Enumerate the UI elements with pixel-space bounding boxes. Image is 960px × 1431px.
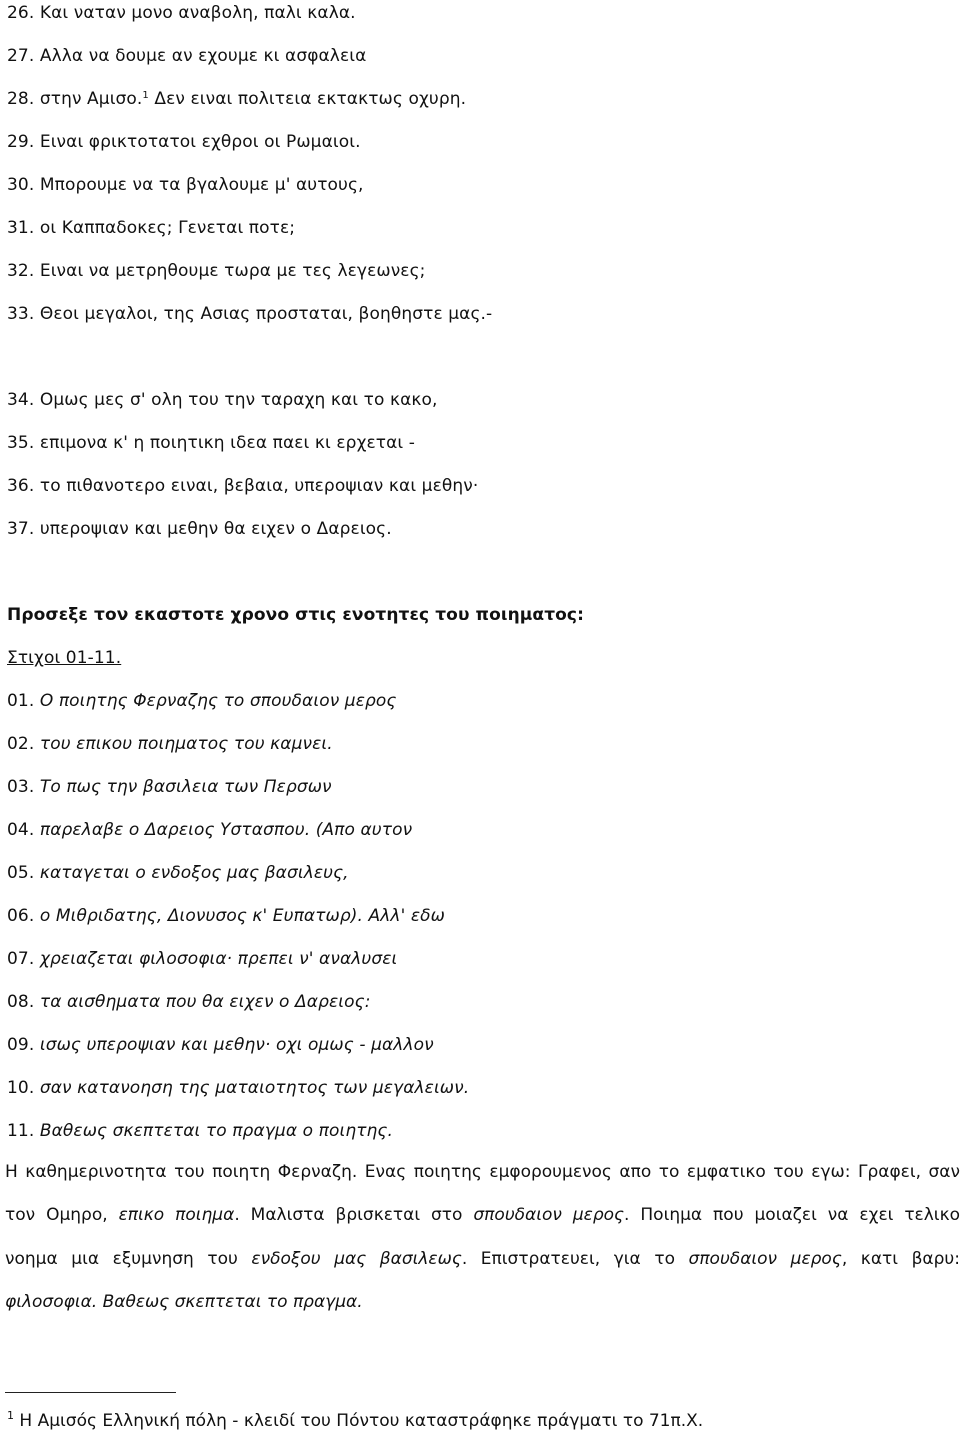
- verse-33: 33. Θεοι μεγαλοι, της Ασιας προσταται, βοηθηστε μας.-: [7, 304, 493, 324]
- verse-35: 35. επιμονα κ' η ποιητικη ιδεα παει κι ερχεται -: [7, 433, 416, 453]
- verse-31: 31. οι Καππαδοκες; Γενεται ποτε;: [7, 218, 296, 238]
- commentary-paragraph: [5, 1151, 960, 1324]
- verse-36: 36. το πιθανοτερο ειναι, βεβαια, υπεροψιαν και μεθην·: [7, 476, 479, 496]
- paragraph-line-1: Η καθημερινοτητα του ποιητη Φερναζη. Ενας ποιητης εμφορουμενος απο το εμφατικο του εγω: Γραφει, σαν: [5, 1162, 960, 1182]
- verse-04: 04. παρελαβε ο Δαρειος Υστασπου. (Απο αυτον: [7, 820, 413, 840]
- verse-08: 08. τα αισθηματα που θα ειχεν ο Δαρειος:: [7, 992, 371, 1012]
- verse-02: 02. του επικου ποιηματος του καμνει.: [7, 734, 333, 754]
- verse-29: 29. Ειναι φρικτοτατοι εχθροι οι Ρωμαιοι.: [7, 132, 361, 152]
- paragraph-line-4: φιλοσοφια. Βαθεως σκεπτεται το πραγμα.: [5, 1291, 363, 1312]
- verse-06: 06. ο Μιθριδατης, Διονυσος κ' Ευπατωρ). Αλλ' εδω: [7, 906, 445, 926]
- verse-11: 11. Βαθεως σκεπτεται το πραγμα ο ποιητης.: [7, 1121, 393, 1141]
- section-subheading: Στιχοι 01-11.: [7, 648, 122, 668]
- verse-01: 01. Ο ποιητης Φερναζης το σπουδαιον μερος: [7, 691, 397, 711]
- verse-07: 07. χρειαζεται φιλοσοφια· πρεπει ν' αναλυσει: [7, 949, 398, 969]
- verse-09: 09. ισως υπεροψιαν και μεθην· οχι ομως - μαλλον: [7, 1035, 434, 1055]
- verse-10: 10. σαν κατανοηση της ματαιοτητος των μεγαλειων.: [7, 1078, 470, 1098]
- verse-37: 37. υπεροψιαν και μεθην θα ειχεν ο Δαρειος.: [7, 519, 392, 539]
- verse-30: 30. Μπορουμε να τα βγαλουμε μ' αυτους,: [7, 175, 364, 195]
- verse-26: 26. Και ναταν μονο αναβολη, παλι καλα.: [7, 3, 356, 23]
- footnote-divider: [5, 1392, 176, 1393]
- footnote-ref[interactable]: 1: [142, 90, 149, 101]
- verse-32: 32. Ειναι να μετρηθουμε τωρα με τες λεγεωνες;: [7, 261, 426, 281]
- footnote-mark: 1: [7, 1409, 14, 1422]
- footnote: $^1$ Η Αμισός Ελληνική πόλη - κλειδί του Πόντου καταστράφηκε πράγματι το 71π.Χ.: [7, 1409, 704, 1431]
- verse-05: 05. καταγεται ο ενδοξος μας βασιλευς,: [7, 863, 349, 883]
- section-heading: Προσεξε τον εκαστοτε χρονο στις ενοτητες του ποιηματος:: [7, 605, 584, 625]
- verse-27: 27. Αλλα να δουμε αν εχουμε κι ασφαλεια: [7, 46, 367, 66]
- paragraph-line-3: νοημα μια εξυμνηση του ενδοξου μας βασιλεως. Επιστρατευει, για το σπουδαιον μερος, κατι βαρυ:: [5, 1248, 960, 1269]
- verse-28: 28. στην Αμισο.$^1$ Δεν ειναι πολιτεια εκτακτως οχυρη.: [7, 89, 467, 109]
- paragraph-line-2: τον Ομηρο, επικο ποιημα. Μαλιστα βρισκεται στο σπουδαιον μερος. Ποιημα που μοιαζει να εχει τελικο: [5, 1205, 960, 1226]
- verse-03: 03. Το πως την βασιλεια των Περσων: [7, 777, 332, 797]
- verse-34: 34. Ομως μες σ' ολη του την ταραχη και το κακο,: [7, 390, 438, 410]
